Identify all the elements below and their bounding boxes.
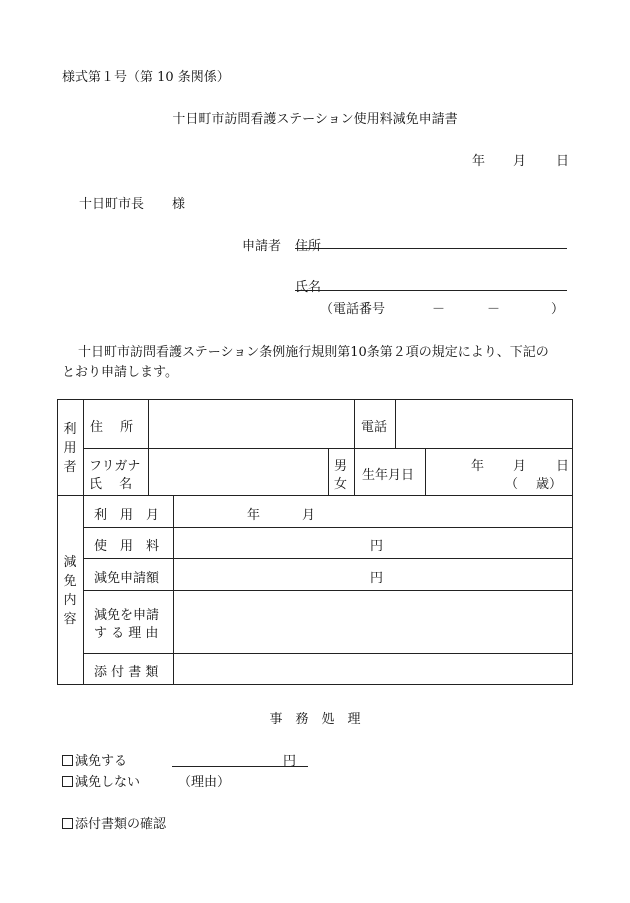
- page-title: 十日町市訪問看護ステーション使用料減免申請書: [172, 112, 458, 127]
- checkbox-icon[interactable]: [62, 776, 73, 787]
- use-month-month: 月: [302, 508, 316, 523]
- attachments-confirmed-label: 添付書類の確認: [75, 817, 167, 832]
- no-reduce-reason: （理由）: [178, 775, 231, 790]
- request-amount-label: 減免申請額: [94, 571, 160, 586]
- applicant-label: 申請者: [242, 239, 282, 254]
- phone-close: ）: [551, 302, 565, 317]
- gender-female[interactable]: 女: [334, 477, 348, 492]
- option-no-reduce-label: 減免しない: [75, 775, 141, 790]
- birth-year: 年: [471, 459, 485, 474]
- form-number: 様式第１号（第 10 条関係）: [62, 70, 230, 85]
- applicant-name-field[interactable]: [295, 290, 567, 291]
- date-day: 日: [556, 154, 570, 169]
- use-month-year: 年: [247, 508, 261, 523]
- reason-label-1: 減免を申請: [94, 608, 160, 623]
- fee-label: 使 用 料: [94, 539, 160, 554]
- reduction-section-label: 減免内容: [63, 555, 77, 627]
- reason-label-2: す る 理 由: [94, 626, 159, 641]
- user-address-label: 住 所: [90, 420, 134, 435]
- option-reduce[interactable]: [62, 750, 127, 769]
- phone-dash-1: －: [432, 302, 446, 317]
- date-month: 月: [513, 154, 527, 169]
- user-section-label: 利用者: [63, 422, 77, 475]
- attachments-field[interactable]: [177, 656, 569, 682]
- user-name-label: 氏 名: [89, 477, 133, 492]
- processing-title: 事 務 処 理: [269, 712, 361, 727]
- user-name-field[interactable]: [152, 451, 324, 493]
- user-address-field[interactable]: [152, 402, 350, 446]
- age-close: 歳）: [536, 477, 563, 492]
- addressee-name: 十日町市長: [79, 197, 145, 212]
- age-open: （: [505, 477, 519, 492]
- applicant-address-label: 住所: [295, 239, 322, 254]
- date-year: 年: [472, 154, 486, 169]
- body-text-line-1: 十日町市訪問看護ステーション条例施行規則第10条第２項の規定により、下記の: [78, 345, 549, 360]
- applicant-name-label: 氏名: [295, 280, 322, 295]
- applicant-address-field[interactable]: [295, 248, 567, 249]
- fee-unit: 円: [370, 539, 384, 554]
- request-amount-unit: 円: [370, 571, 384, 586]
- use-month-label: 利 用 月: [94, 508, 160, 523]
- birth-month: 月: [513, 459, 527, 474]
- option-no-reduce[interactable]: [62, 771, 140, 790]
- option-reduce-label: 減免する: [75, 754, 128, 769]
- attachments-confirmed[interactable]: [62, 813, 166, 832]
- birthdate-label: 生年月日: [362, 468, 415, 483]
- birth-day: 日: [556, 459, 570, 474]
- furigana-label: フリガナ: [89, 459, 141, 474]
- reduce-amount-unit: 円: [283, 754, 297, 769]
- reason-field[interactable]: [177, 593, 569, 650]
- phone-open: （電話番号: [320, 302, 386, 317]
- checkbox-icon[interactable]: [62, 818, 73, 829]
- addressee-honorific: 様: [172, 197, 186, 212]
- attachments-label: 添 付 書 類: [94, 665, 159, 680]
- body-text-line-2: とおり申請します。: [62, 365, 178, 380]
- user-phone-label: 電話: [361, 420, 388, 435]
- gender-male[interactable]: 男: [334, 459, 348, 474]
- phone-dash-2: －: [487, 302, 501, 317]
- checkbox-icon[interactable]: [62, 755, 73, 766]
- user-phone-field[interactable]: [399, 402, 569, 446]
